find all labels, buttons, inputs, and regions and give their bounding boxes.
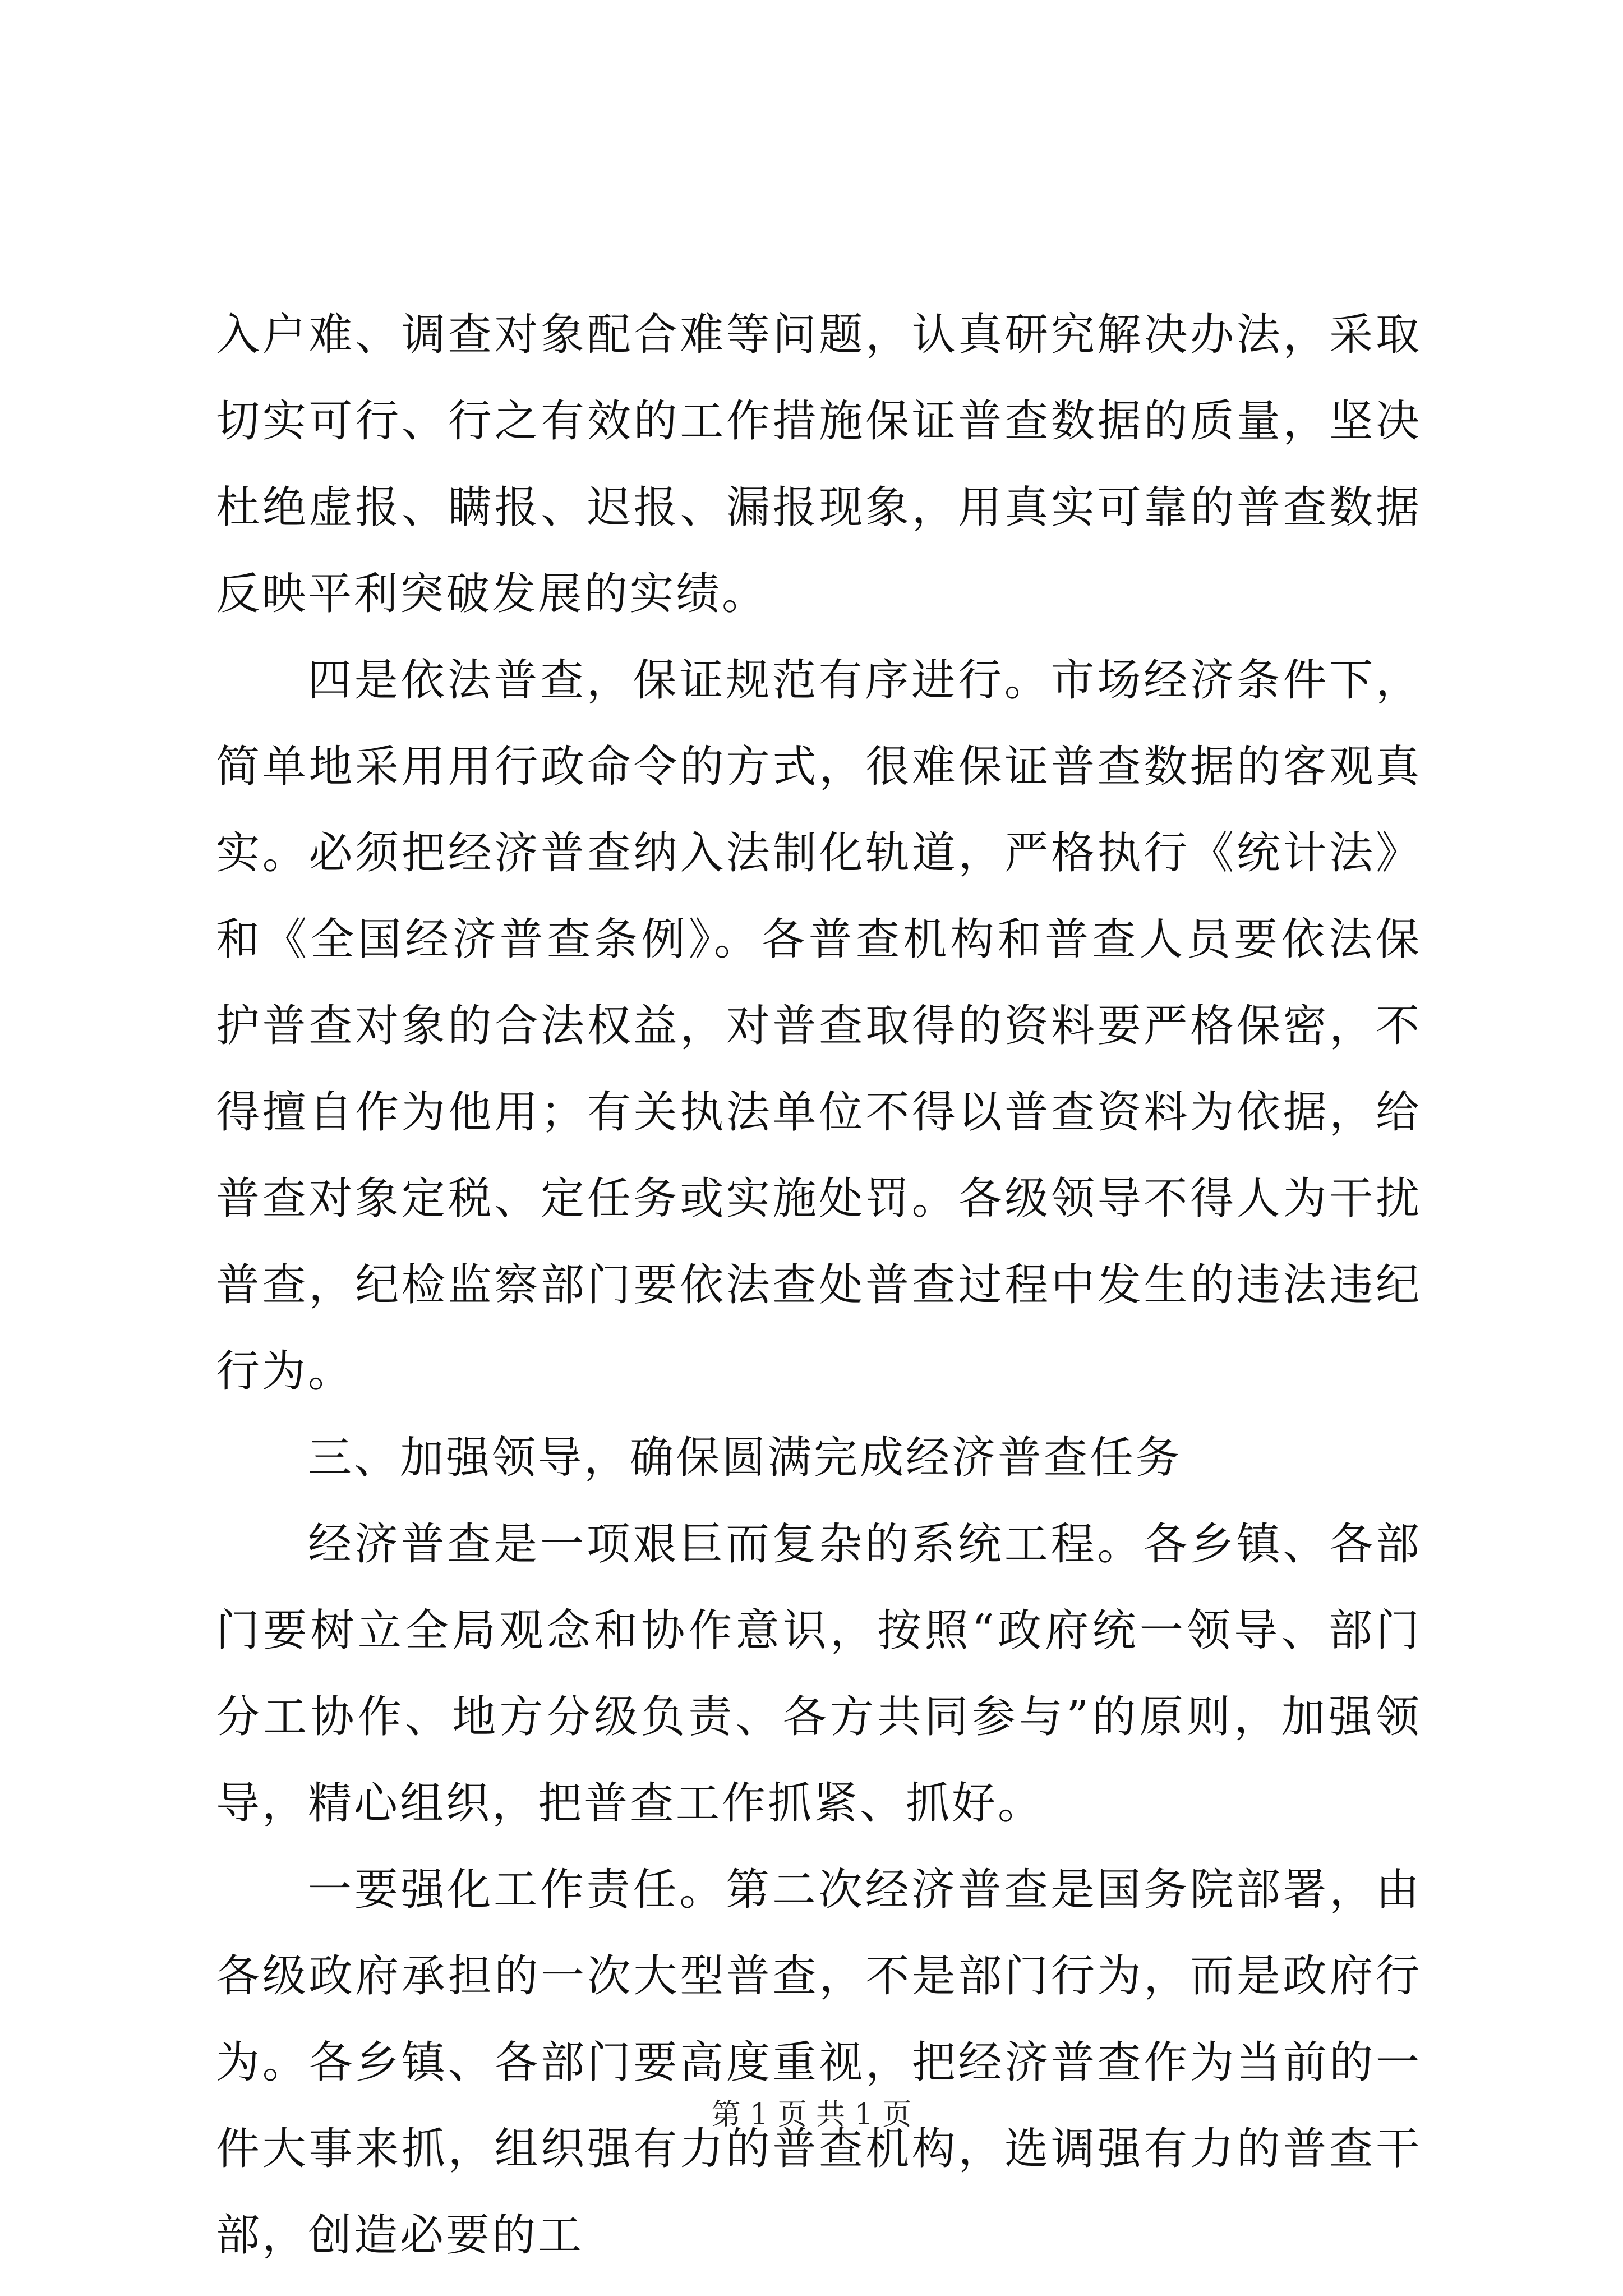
document-body	[216, 292, 1422, 2279]
paragraph-continuation: 入户难、调查对象配合难等问题，认真研究解决办法，采取切实可行、行之有效的工作措施保证普查数据的质量，坚决杜绝虚报、瞒报、迟报、漏报现象，用真实可靠的普查数据反映平利突破发展的实绩。	[216, 310, 1422, 619]
paragraph-responsibility: 一要强化工作责任。第二次经济普查是国务院部署，由各级政府承担的一次大型普查，不是部门行为，而是政府行为。各乡镇、各部门要高度重视，把经济普查作为当前的一件大事来抓，组织强有力的普查机构，选调强有力的普查干部，创造必要的工	[216, 1865, 1422, 2261]
paragraph-system-engineering: 经济普查是一项艰巨而复杂的系统工程。各乡镇、各部门要树立全局观念和协作意识，按照“政府统一领导、部门分工协作、地方分级负责、各方共同参与”的原则，加强领导，精心组织，把普查工作抓紧、抓好。	[216, 1519, 1422, 1829]
paragraph-lawful-census: 四是依法普查，保证规范有序进行。市场经济条件下，简单地采用用行政命令的方式，很难保证普查数据的客观真实。必须把经济普查纳入法制化轨道，严格执行《统计法》和《全国经济普查条例》。各普查机构和普查人员要依法保护普查对象的合法权益，对普查取得的资料要严格保密，不得擅自作为他用；有关执法单位不得以普查资料为依据，给普查对象定税、定任务或实施处罚。各级领导不得人为干扰普查，纪检监察部门要依法查处普查过程中发生的违法违纪行为。	[216, 655, 1422, 1397]
section-heading: 三、加强领导，确保圆满完成经济普查任务	[308, 1433, 1182, 1483]
page-footer: 第 1 页 共 1 页	[711, 2098, 912, 2132]
